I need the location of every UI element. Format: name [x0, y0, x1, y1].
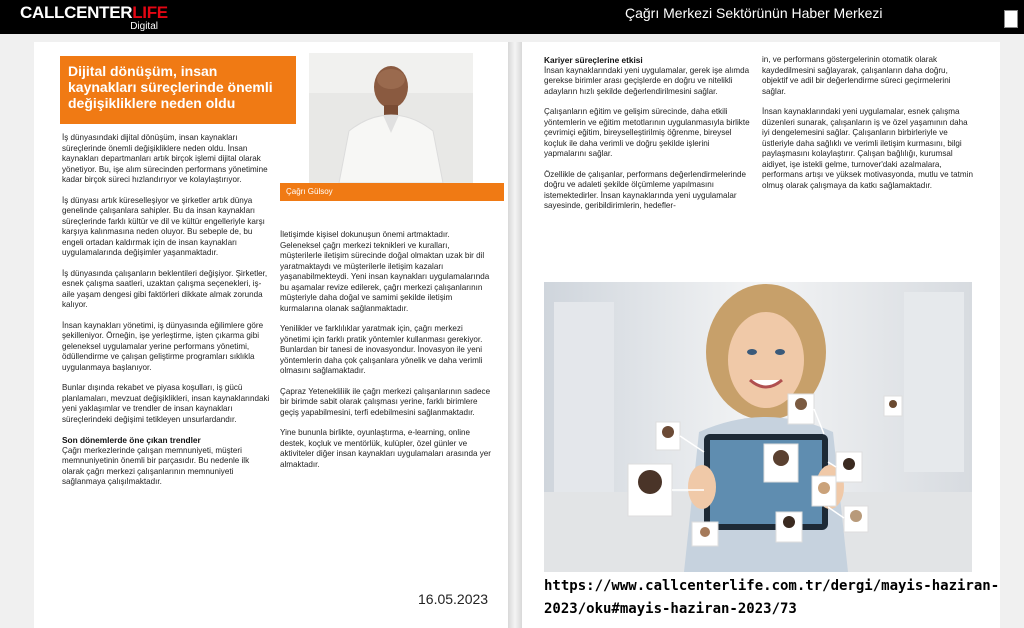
paragraph: İletişimde kişisel dokunuşun önemi artmaktadır. Geleneksel çağrı merkezi teknikleri ve kuralları, müşterilerle iletişim sürecinde doğal olmaktan uzak bir dil yaratmaktaydı ve müşterilerle iletişim kazaları yaşanabilmekteydi. Yeni insan kaynakları uygulamalarında bu aşamalar revize edilerek, çağrı merkezi çalışanlarının müşteriyle daha doğal ve samimi şekilde iletişim kurmalarına olanak sağlanmaktadır. [280, 230, 490, 313]
author-photo [309, 53, 473, 183]
woman-with-profiles-illustration [544, 282, 972, 572]
author-portrait-image [309, 53, 473, 183]
paragraph: İnsan kaynaklarındaki yeni uygulamalar, gerek işe alımda gerekse birimler arası geçişlerde en doğru ve nitelikli adayların hızlı şekilde değerlendirilmesini sağlar. [544, 65, 750, 96]
paragraph: İş dünyasındaki dijital dönüşüm, insan kaynakları süreçlerinde önemli değişikliklere neden oldu. İnsan kaynakları departmanları artık birçok işlemi dijital olarak yönetiyor. Bu, işe alım sürecinden performans yönetimine kadar birçok süreci hızlandırıyor ve kolaylaştırıyor. [62, 133, 268, 184]
paragraph: Çapraz Yetenekliliik ile çağrı merkezi çalışanlarının sadece bir birimde sabit olarak çalışması yerine, farklı birimlere geçiş yapabilmesini, terfi edebilmesini sağlanmaktadır. [280, 386, 491, 417]
article-illustration-image [544, 282, 972, 572]
page-gutter [508, 42, 522, 628]
article-title-box [60, 56, 296, 124]
article-column-3 [544, 55, 754, 222]
logo-text-life: LIFE [132, 3, 168, 22]
site-tagline: Çağrı Merkezi Sektörünün Haber Merkezi [625, 5, 883, 21]
publication-date: 16.05.2023 [418, 591, 489, 607]
paragraph: Yenilikler ve farklılıklar yaratmak için, çağrı merkezi yönetimi için farklı pratik yöntemler kullanması gerekiyor. Bunlardan bir tanesi de inovasyondur. İnovasyon ile yeni yöntemlerin daha çok çalışanlara yönelik ve daha verimli olmasını sağlamaktadır. [280, 324, 483, 375]
article-column-1 [62, 133, 272, 498]
site-header [0, 0, 1024, 34]
paragraph: İnsan kaynaklarındaki yeni uygulamalar, esnek çalışma düzenleri sunarak, çalışanların iş ve özel yaşamının daha iyi dengelemesini sağlar. Çalışanların birbirleriyle ve üstleriyle daha sağlıklı ve verimli iletişim kurmasını, bilgi paylaşmasını kolaylaştırır. Çalışan bağlılığı, kurumsal aidiyet, işe istekli gelme, turnover'daki azalmalara, performans artışı ve yüksek motivasyonda, mutlu ve tatmin olmuş olarak çalışmaya da katkı sağlamaktadır. [762, 107, 973, 190]
paragraph: İş dünyası artık küreselleşiyor ve şirketler artık dünya genelinde çalışanlara sahipler. Bu da insan kaynakları süreçlerinde farklı kültür ve dil ve kültür engelleriyle karşı karşıya kalınmasına neden oluyor. Bu sebeple de, bu engeli ortadan kaldırmak için de insan kaynakları uygulamalarında değişimler yaşanmaktadır. [62, 195, 265, 257]
paragraph: İş dünyasında çalışanların beklentileri değişiyor. Şirketler, esnek çalışma saatleri, uzaktan çalışma seçenekleri, iş-aile yaşam dengesi gibi faktörleri dikkate almak zorunda kalıyor. [62, 268, 268, 309]
logo-text-callcenter: CALLCENTER [20, 3, 133, 22]
section-heading-career: Kariyer süreçlerine etkisi [544, 55, 643, 65]
section-heading-trends: Son dönemlerde öne çıkan trendler [62, 435, 201, 445]
author-name-caption: Çağrı Gülsoy [280, 183, 504, 201]
article-column-2 [280, 230, 492, 480]
paragraph: Bunlar dışında rekabet ve piyasa koşulları, iş gücü planlamaları, mevzuat değişiklikleri, insan kaynaklarındaki yeni yaklaşımlar ve trendler de insan kaynakları süreçlerindeki değişimi tetikleyen unsurlardandır. [62, 383, 270, 424]
paragraph: Çağrı merkezlerinde çalışan memnuniyeti, müşteri memnuniyetinin önemli bir parçasıdır. Bu nedenle ilk olarak çağrı merkezi çalışanlarının memnuniyeti sağlanmaya çalışılmaktadır. [62, 445, 250, 486]
paragraph: İnsan kaynakları yönetimi, iş dünyasında eğilimlere göre şekilleniyor. Örneğin, işe yerleştirme, işten çıkarma gibi geleneksel uygulamalar yerine performans yönetimi, ödüllendirme ve çalışan geliştirme programları sıklıkla uygulanmaya başlanıyor. [62, 320, 264, 372]
window-control[interactable] [1004, 10, 1018, 28]
paragraph: Çalışanların eğitim ve gelişim sürecinde, daha etkili yöntemlerin ve eğitim metotlarının uygulanmasıyla birlikte çevrimiçi eğitim, bireyselleştirilmiş öğrenme, bireysel koçluk ile daha verimli ve doğru şekilde işlerini yapmalarını sağlar. [544, 107, 750, 158]
article-column-4 [762, 55, 974, 201]
callcenterlife-logo[interactable] [20, 3, 170, 31]
paragraph: in, ve performans göstergelerinin otomatik olarak kaydedilmesini sağlayarak, çalışanların daha doğru, objektif ve adil bir değerlendirme süreci geçirmelerini sağlar. [762, 55, 951, 96]
paragraph: Yine bununla birlikte, oyunlaştırma, e-learning, online destek, koçluk ve mentörlük, kulüpler, özel günler ve aktiviteler diğer insan kaynakları uygulamaları arasında yer almaktadır. [280, 428, 491, 469]
paragraph: Özellikle de çalışanlar, performans değerlendirmelerinde doğru ve adaleti şekilde ölçümleme yapılmasını istemektedirler. İnsan kaynaklarında yeni uygulamalar sayesinde, geribildirimlerin, hedefler- [544, 169, 746, 210]
logo-wordmark [20, 3, 168, 23]
article-title: Dijital dönüşüm, insan kaynakları süreçlerinde önemli değişikliklere neden oldu [68, 63, 273, 111]
logo-subtitle: Digital [130, 21, 158, 32]
source-url[interactable]: https://www.callcenterlife.com.tr/dergi/mayis-haziran-2023/oku#mayis-haziran-2023/73 [544, 578, 1000, 617]
